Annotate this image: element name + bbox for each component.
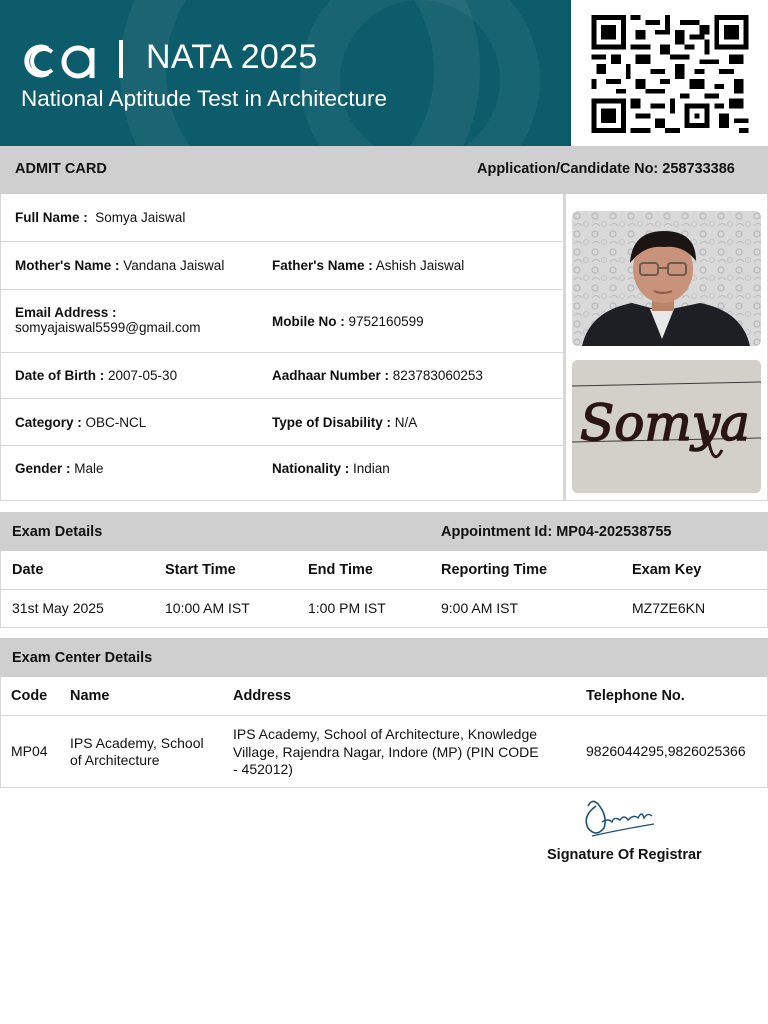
center-col-code: Code [11,688,48,704]
mother-name-label: Mother's Name : [15,258,120,273]
mobile-field [272,314,424,329]
dob-value: 2007-05-30 [108,368,178,383]
exam-col-start-time: Start Time [165,562,236,578]
exam-col-reporting-time: Reporting Time [441,562,548,578]
exam-center-title: Exam Center Details [12,650,153,666]
mother-name-value: Vandana Jaiswal [123,258,225,273]
email-label: Email Address : [15,305,117,320]
ca-logo-icon [18,40,102,82]
table-divider [0,627,768,628]
category-label: Category : [15,415,82,430]
full-name-field [15,210,185,225]
table-divider [0,787,768,788]
center-col-name: Name [70,688,110,704]
application-number [477,161,735,177]
disability-field [272,415,417,430]
center-code: MP04 [11,743,48,759]
candidate-photo [572,211,761,346]
registrar-signature-icon [578,792,662,844]
logo-separator [119,40,123,78]
gender-label: Gender : [15,461,71,476]
dob-field [15,368,177,383]
exam-start-time: 10:00 AM IST [165,600,250,616]
exam-date: 31st May 2025 [12,600,104,616]
gender-value: Male [74,461,104,476]
qr-code [590,15,750,133]
admit-card-title: ADMIT CARD [15,161,107,177]
exam-col-end-time: End Time [308,562,373,578]
full-name-value: Somya Jaiswal [95,210,186,225]
father-name-label: Father's Name : [272,258,373,273]
handwritten-signature-icon [572,360,761,493]
application-label: Application/Candidate No: [477,161,659,177]
person-photo-icon [572,211,761,346]
email-field [15,305,201,335]
father-name-value: Ashish Jaiswal [375,258,465,273]
gender-field [15,461,104,476]
center-name-line: of Architecture [70,752,160,768]
exam-key: MZ7ZE6KN [632,600,706,616]
exam-col-exam-key: Exam Key [632,562,702,578]
appointment-id [441,524,671,540]
nationality-label: Nationality : [272,461,350,476]
disability-value: N/A [394,415,418,430]
center-col-telephone: Telephone No. [586,688,685,704]
aadhaar-value: 823783060253 [392,368,483,383]
center-name-line: IPS Academy, School [70,735,204,751]
mobile-value: 9752160599 [348,314,424,329]
father-name-field [272,258,464,273]
nationality-field [272,461,390,476]
aadhaar-field [272,368,483,383]
application-value: 258733386 [662,161,735,177]
disability-label: Type of Disability : [272,415,392,430]
exam-col-date: Date [12,562,44,578]
registrar-signature-label: Signature Of Registrar [547,847,702,863]
banner-decoration [300,0,540,146]
center-address [233,726,539,779]
candidate-signature [572,360,761,493]
signature-text: Somya [580,394,750,452]
table-border [0,677,1,788]
center-col-address: Address [233,688,292,704]
dob-label: Date of Birth : [15,368,105,383]
mother-name-field [15,258,224,273]
center-name [70,735,204,769]
aadhaar-label: Aadhaar Number : [272,368,390,383]
full-name-label: Full Name : [15,210,88,225]
exam-reporting-time: 9:00 AM IST [441,600,519,616]
email-value: somyajaiswal5599@gmail.com [15,320,201,335]
center-telephone: 9826044295,9826025366 [586,743,746,759]
category-value: OBC-NCL [85,415,147,430]
table-divider [0,715,768,716]
category-field [15,415,146,430]
exam-details-title: Exam Details [12,524,103,540]
table-divider [0,589,768,590]
nationality-value: Indian [353,461,390,476]
appointment-label: Appointment Id: [441,524,553,540]
exam-subtitle: National Aptitude Test in Architecture [21,86,388,111]
exam-title: NATA 2025 [146,38,318,76]
center-address-line: IPS Academy, School of Architecture, Knowledge [233,726,538,742]
header-banner [0,0,571,146]
candidate-details [0,194,564,501]
exam-end-time: 1:00 PM IST [308,600,386,616]
appointment-value: MP04-202538755 [556,524,672,540]
table-border [0,551,1,628]
center-address-line: - 452012) [233,761,293,777]
center-address-line: Village, Rajendra Nagar, Indore (MP) (PIN CODE [233,743,539,760]
mobile-label: Mobile No : [272,314,345,329]
